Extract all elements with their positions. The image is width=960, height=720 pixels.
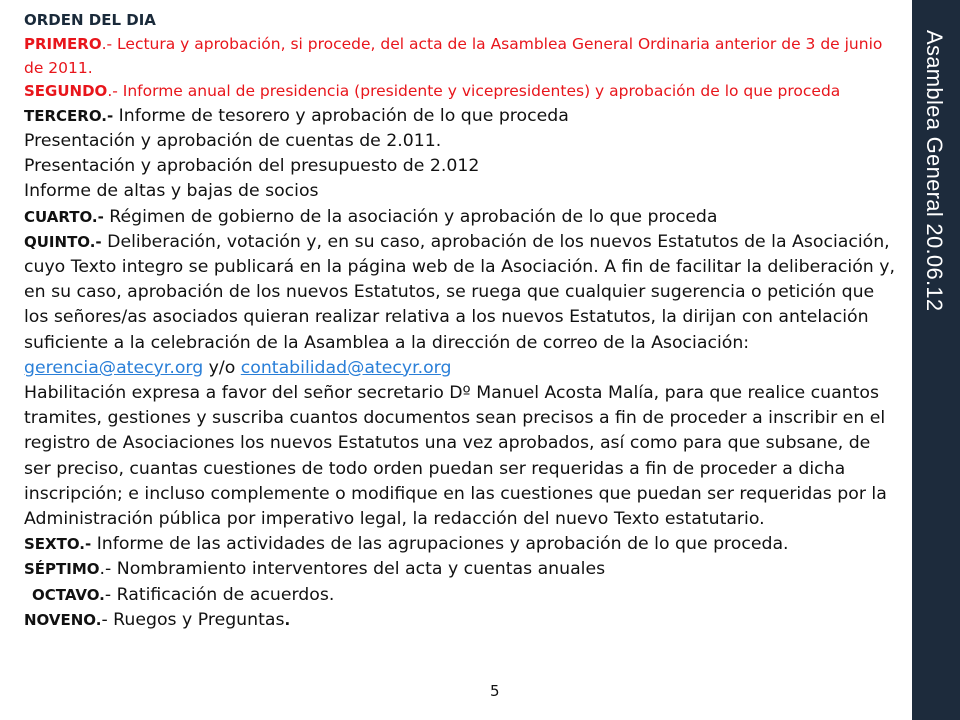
item-noveno-label: NOVENO. [24, 610, 102, 629]
item-cuarto-text: Régimen de gobierno de la asociación y aprobación de lo que proceda [103, 206, 718, 227]
item-sexto-label: SEXTO.- [24, 535, 92, 554]
item-tercero-sub-presupuesto: Presentación y aprobación del presupuesto de 2.012 [24, 156, 480, 177]
item-tercero [24, 104, 900, 129]
item-noveno [24, 608, 900, 633]
sidebar-band [912, 0, 960, 720]
item-quinto [24, 230, 900, 381]
item-segundo-label: SEGUNDO [24, 82, 108, 101]
item-noveno-end: . [284, 610, 291, 629]
item-primero [24, 33, 900, 80]
item-cuarto [24, 205, 900, 230]
item-septimo [24, 557, 900, 582]
item-tercero-sub-socios: Informe de altas y bajas de socios [24, 181, 319, 202]
page-number: 5 [490, 682, 500, 700]
item-quinto-label: QUINTO.- [24, 232, 102, 251]
item-quinto-habilitacion: Habilitación expresa a favor del señor secretario Dº Manuel Acosta Malía, para que realice cuantos tramites, gestiones y suscriba cuantos documentos sean precisos a fin de proceder a inscribir en el registro de Asociaciones los nuevos Estatutos una vez aprobados, así como para que subsane, de ser preciso, cuantas cuestiones de todo orden puedan ser requeridas a fin de proceder a dicha inscripción; e incluso complemente o modifique en las cuestiones que puedan ser requeridas por la Administración pública por imperativo legal, la redacción del nuevo Texto estatutario. [24, 382, 887, 529]
item-tercero-text: Informe de tesorero y aprobación de lo que proceda [113, 105, 569, 126]
item-cuarto-label: CUARTO.- [24, 207, 104, 226]
item-septimo-text: .- Nombramiento interventores del acta y cuentas anuales [99, 559, 606, 580]
item-sexto-text: Informe de las actividades de las agrupaciones y aprobación de lo que proceda. [91, 534, 789, 555]
item-quinto-text: Deliberación, votación y, en su caso, aprobación de los nuevos Estatutos de la Asociación, cuyo Texto integro se publicará en la página web de la Asociación. A fin de facilitar la deliberación y, en su caso, aprobación de los nuevos Estatutos, se ruega que cualquier sugerencia o petición que los señores/as asociados quieran realizar relativa a los nuevos Estatutos, la dirijan con antelación suficiente a la celebración de la Asamblea a la dirección de correo de la Asociación: [24, 231, 895, 353]
item-tercero-sub-cuentas: Presentación y aprobación de cuentas de 2.011. [24, 130, 442, 151]
email-contabilidad-link[interactable]: contabilidad@atecyr.org [240, 357, 452, 378]
agenda-heading: ORDEN DEL DIA [24, 11, 156, 29]
item-octavo-text: - Ratificación de acuerdos. [104, 584, 335, 605]
agenda-content [24, 8, 900, 633]
email-connector: y/o [203, 357, 241, 378]
item-segundo [24, 80, 900, 104]
item-noveno-text: - Ruegos y Preguntas [101, 609, 285, 630]
email-gerencia-link[interactable]: gerencia@atecyr.org [24, 357, 204, 378]
item-octavo-label: OCTAVO. [32, 585, 105, 604]
sidebar-title: Asamblea General 20.06.12 [922, 30, 947, 312]
item-octavo [24, 583, 900, 608]
item-segundo-text: .- Informe anual de presidencia (presidente y vicepresidentes) y aprobación de lo que proceda [107, 82, 841, 101]
item-primero-label: PRIMERO [24, 35, 102, 54]
item-sexto [24, 532, 900, 557]
item-septimo-label: SÉPTIMO [24, 560, 100, 579]
item-tercero-label: TERCERO.- [24, 106, 114, 125]
item-primero-text: .- Lectura y aprobación, si procede, del acta de la Asamblea General Ordinaria anterior de 3 de junio de 2011. [24, 35, 883, 77]
